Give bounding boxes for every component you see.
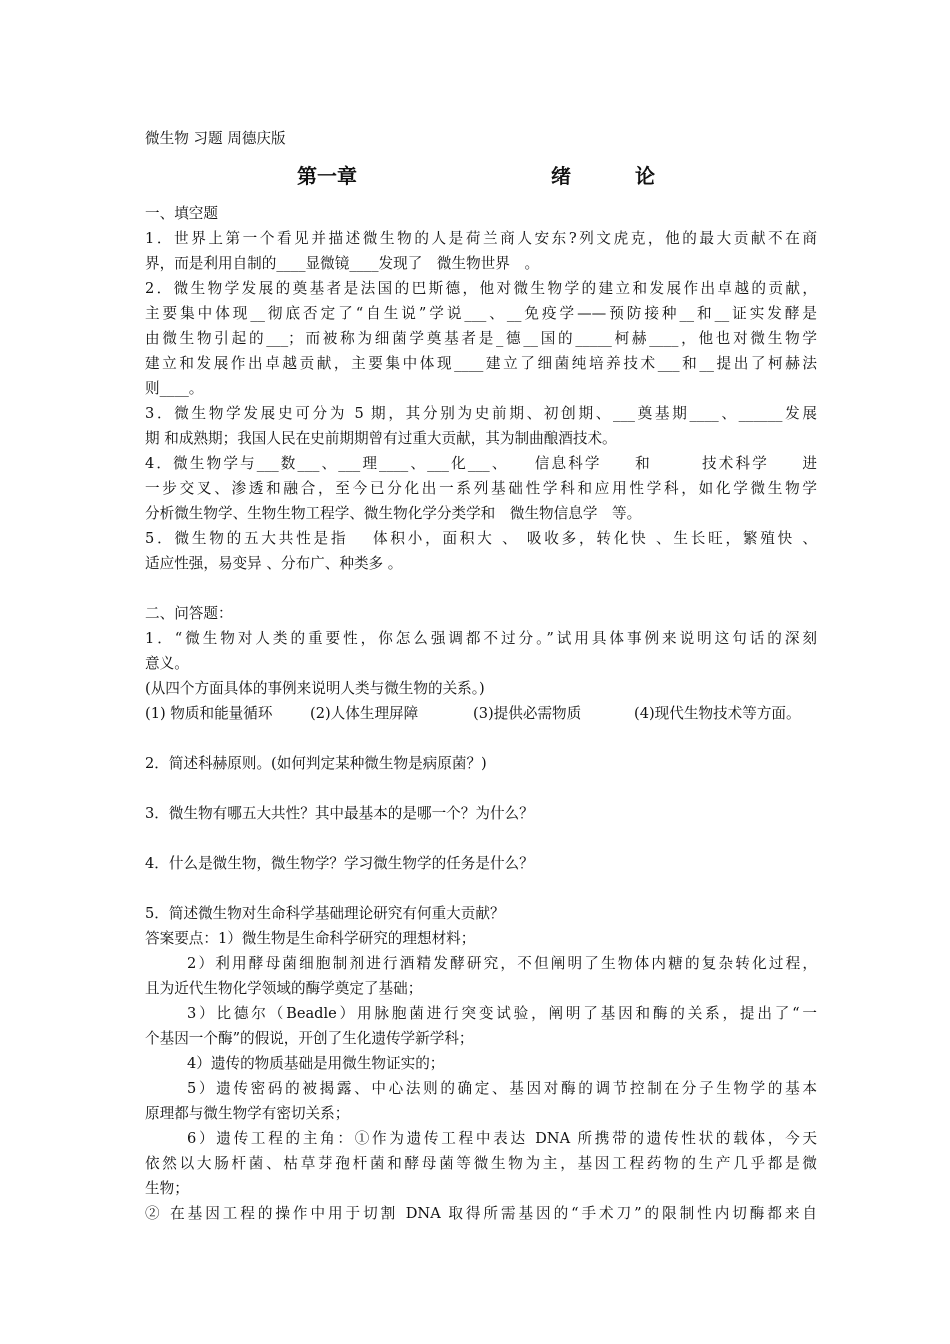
answer-line: 个基因一个酶”的假说，开创了生化遗传学新学科； (145, 1030, 474, 1047)
answer-line: 4）遗传的物质基础是用微生物证实的； (187, 1055, 445, 1072)
chapter-word-1: 绪 (551, 164, 571, 188)
blank-line (145, 876, 817, 901)
fill-q2-line: 建立和发展作出卓越贡献，主要集中体现____建立了细菌纯培养技术___和__提出了柯赫法 (145, 355, 817, 372)
fill-q5-line: 适应性强，易变异 、分布广、种类多 。 (145, 555, 403, 572)
blank-line (145, 776, 817, 801)
fill-q2-line: 则____。 (145, 380, 204, 397)
answer-line: 5）遗传密码的被揭露、中心法则的确定、基因对酶的调节控制在分子生物学的基本 (187, 1080, 817, 1097)
answer-line: ② 在基因工程的操作中用于切割 DNA 取得所需基因的“手术刀”的限制性内切酶都来自 (145, 1205, 817, 1222)
qa-q2: 2．简述科赫原则。(如何判定某种微生物是病原菌？) (145, 755, 487, 772)
fill-q2-line: 主要集中体现__彻底否定了“自生说”学说___、__免疫学——预防接种__和__证实发酵是 (145, 305, 817, 322)
blank-line (145, 726, 817, 751)
qa-q1-line: 1．“微生物对人类的重要性，你怎么强调都不过分。”试用具体事例来说明这句话的深刻 (145, 630, 817, 647)
chapter-number: 第一章 (297, 164, 357, 188)
point-3: (3)提供必需物质 (473, 705, 582, 722)
qa-q3: 3．微生物有哪五大共性？其中最基本的是哪一个？为什么？ (145, 805, 534, 822)
qa-q1-line: 意义。 (145, 655, 189, 672)
fill-q1-line: 1．世界上第一个看见并描述微生物的人是荷兰商人安东?列文虎克，他的最大贡献不在商 (145, 230, 817, 247)
blank-line (145, 576, 817, 601)
answer-line: 6）遗传工程的主角：①作为遗传工程中表达 DNA 所携带的遗传性状的载体，今天 (187, 1130, 817, 1147)
point-1: (1) 物质和能量循环 (145, 705, 273, 722)
point-2: (2)人体生理屏障 (310, 705, 419, 722)
fill-q4-line: 分析微生物学、生物生物工程学、微生物化学分类学和 微生物信息学 等。 (145, 505, 642, 522)
chapter-word-2: 论 (635, 164, 655, 188)
point-4: (4)现代生物技术等方面。 (634, 705, 801, 722)
qa-q4: 4．什么是微生物，微生物学？学习微生物学的任务是什么？ (145, 855, 534, 872)
document-header: 微生物 习题 周德庆版 (145, 130, 286, 147)
chapter-title (145, 151, 817, 201)
answer-line: 且为近代生物化学领域的酶学奠定了基础； (145, 980, 423, 997)
fill-q4-line: 一步交叉、渗透和融合，至今已分化出一系列基础性学科和应用性学科，如化学微生物学 (145, 480, 817, 497)
answer-line: 3）比德尔（Beadle）用脉胞菌进行突变试验，阐明了基因和酶的关系，提出了“一 (187, 1005, 817, 1022)
qa-q5: 5．简述微生物对生命科学基础理论研究有何重大贡献？ (145, 905, 505, 922)
fill-q2-line: 2．微生物学发展的奠基者是法国的巴斯德，他对微生物学的建立和发展作出卓越的贡献， (145, 280, 817, 297)
answer-line: 2）利用酵母菌细胞制剂进行酒精发酵研究，不但阐明了生物体内糖的复杂转化过程， (187, 955, 817, 972)
blank-line (145, 826, 817, 851)
fill-q3-line: 期 和成熟期；我国人民在史前期期曾有过重大贡献，其为制曲酿酒技术。 (145, 430, 617, 447)
document-body (145, 126, 817, 1226)
section-title-qa: 二、问答题： (145, 605, 233, 622)
section-title-fill: 一、填空题 (145, 205, 218, 222)
answer-line: 生物； (145, 1180, 189, 1197)
fill-q3-line: 3．微生物学发展史可分为 5 期，其分别为史前期、初创期、___奠基期____、______发展 (145, 405, 817, 422)
answer-line: 依然以大肠杆菌、枯草芽孢杆菌和酵母菌等微生物为主，基因工程药物的生产几乎都是微 (145, 1155, 817, 1172)
fill-q2-line: 由微生物引起的___；而被称为细菌学奠基者是_德__国的_____柯赫____，他也对微生物学 (145, 330, 817, 347)
fill-q4-line: 4．微生物学与___数___、___理____、___化___、 信息科学 和 技术科学 进 (145, 455, 817, 472)
answer-line: 原理都与微生物学有密切关系； (145, 1105, 350, 1122)
answer-line: 答案要点：1）微生物是生命科学研究的理想材料； (145, 930, 476, 947)
fill-q1-line: 界，而是利用自制的____显微镜____发现了 微生物世界 。 (145, 255, 540, 272)
fill-q5-line: 5．微生物的五大共性是指 体积小，面积大 、 吸收多，转化快 、生长旺，繁殖快 、 (145, 530, 817, 547)
qa-q1-line: (从四个方面具体的事例来说明人类与微生物的关系。) (145, 680, 485, 697)
qa-q1-points (145, 701, 817, 726)
